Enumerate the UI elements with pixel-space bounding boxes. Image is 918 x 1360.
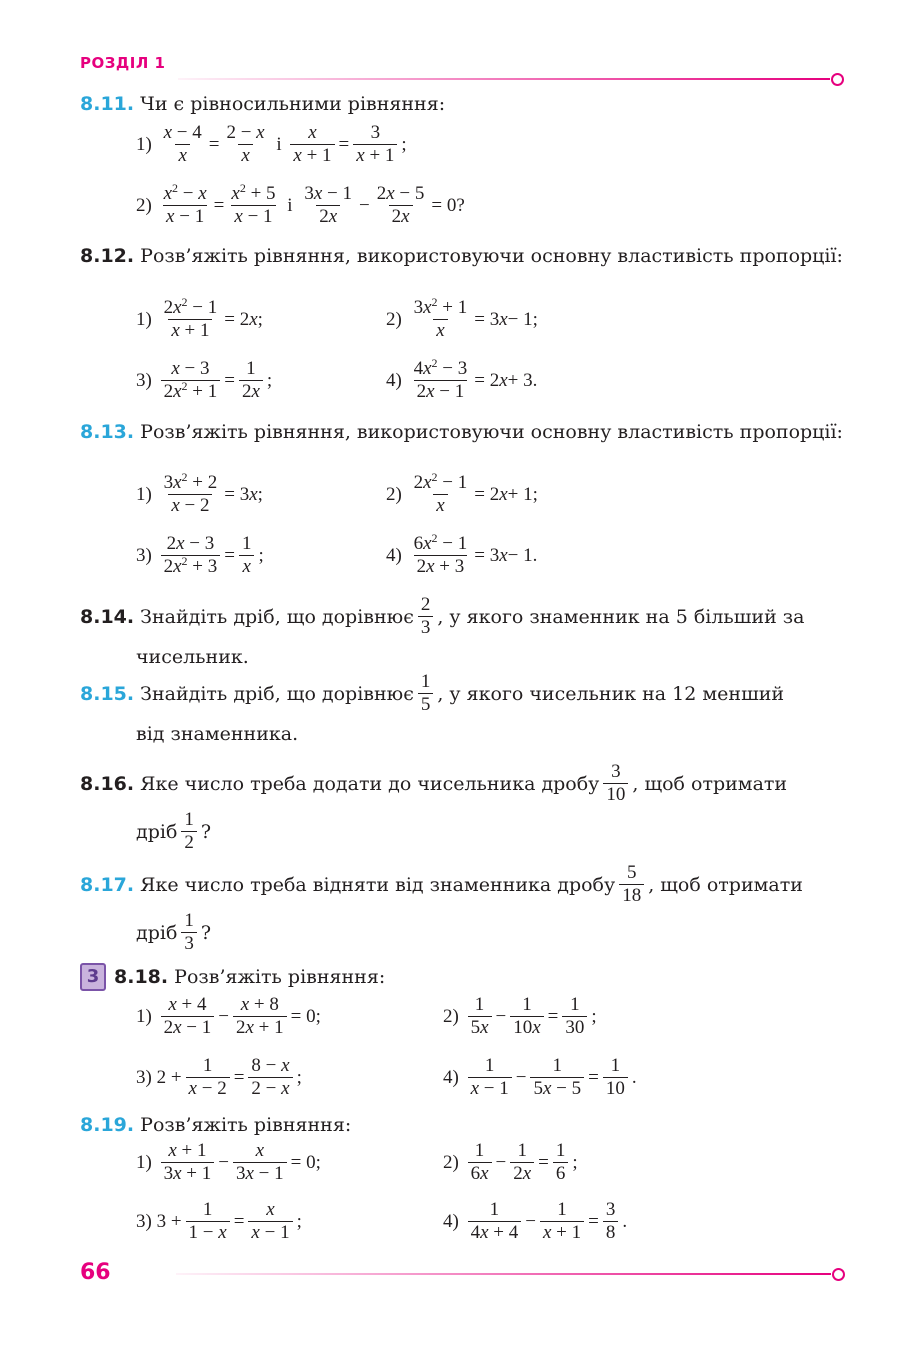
problem-text: , у якого чисельник на 12 менший bbox=[437, 682, 785, 705]
problem-8-12 bbox=[80, 244, 845, 269]
problem-number: 8.13. bbox=[80, 421, 135, 443]
problem-text: , щоб отримати bbox=[632, 772, 788, 795]
problem-text: дріб bbox=[136, 820, 178, 843]
problem-text: Розв’яжіть рівняння: bbox=[174, 966, 386, 988]
problem-8-17 bbox=[80, 862, 803, 907]
equation-8-19-3: 3) 3 + 1 1 − x = x x − 1 ; bbox=[136, 1199, 302, 1243]
problem-number: 8.15. bbox=[80, 682, 135, 705]
equation-8-19-1: 1) x + 1 3x + 1 − x 3x − 1 = 0; bbox=[136, 1140, 321, 1184]
problem-text: Яке число треба відняти від знаменника дробу bbox=[140, 873, 616, 896]
problem-number: 8.19. bbox=[80, 1114, 135, 1136]
problem-text: , у якого знаменник на 5 більший за bbox=[437, 605, 805, 628]
fraction-5-18: 5 18 bbox=[619, 862, 644, 907]
fraction-1-5: 1 5 bbox=[418, 671, 434, 716]
problem-number: 8.11. bbox=[80, 93, 135, 115]
problem-text-continued: від знаменника. bbox=[136, 723, 299, 745]
problem-text: Знайдіть дріб, що дорівнює bbox=[140, 605, 414, 628]
problem-8-16-continued: дріб 1 2 ? bbox=[136, 809, 212, 853]
footer-rule bbox=[176, 1273, 831, 1275]
problem-text: Розв’яжіть рівняння, використовуючи основну властивість пропорції: bbox=[140, 245, 843, 267]
equation-8-18-1: 1) x + 4 2x − 1 − x + 8 2x + 1 = 0; bbox=[136, 994, 321, 1038]
fraction-3-10: 3 10 bbox=[603, 761, 628, 806]
section-title: РОЗДІЛ 1 bbox=[80, 54, 166, 72]
equation-8-19-2: 2) 1 6x − 1 2x = 1 6 ; bbox=[443, 1140, 578, 1184]
problem-text: Знайдіть дріб, що дорівнює bbox=[140, 682, 414, 705]
problem-8-19 bbox=[80, 1113, 845, 1138]
problem-8-11 bbox=[80, 92, 845, 117]
equation-8-11-1: 1) x − 4 x = 2 − x x і x x + 1 = 3 x + 1 ; bbox=[136, 122, 407, 166]
footer-rule-end-icon bbox=[832, 1268, 845, 1281]
problem-number: 8.18. bbox=[114, 966, 169, 988]
equation-8-12-4: 4) $4x^2 - 3$ 2x − 1 = 2 x + 3. bbox=[386, 356, 538, 402]
problem-number: 8.17. bbox=[80, 873, 135, 896]
equation-8-11-2: 2) $x^2 - x$ x − 1 = $x^2 + 5$ x − 1 і 3x − 1 2x − 2x − 5 2x = 0? bbox=[136, 181, 465, 227]
equation-8-13-3: 3) 2x − 3 $2x^2 + 3$ = 1 x ; bbox=[136, 533, 264, 577]
equation-8-18-4: 4) 1 x − 1 − 1 5x − 5 = 1 10 . bbox=[443, 1055, 637, 1099]
problem-text-continued: чисельник. bbox=[136, 646, 249, 668]
equation-8-18-3: 3) 2 + 1 x − 2 = 8 − x 2 − x ; bbox=[136, 1055, 302, 1099]
problem-text: дріб bbox=[136, 921, 178, 944]
problem-text: Розв’яжіть рівняння: bbox=[140, 1114, 352, 1136]
header-rule-end-icon bbox=[831, 73, 844, 86]
problem-8-18 bbox=[80, 963, 385, 991]
problem-text: , щоб отримати bbox=[648, 873, 803, 896]
fraction-1-2: 1 2 bbox=[181, 809, 197, 854]
problem-8-16 bbox=[80, 761, 787, 806]
header-rule bbox=[178, 78, 830, 80]
problem-text: Чи є рівносильними рівняння: bbox=[140, 93, 446, 115]
problem-text: Яке число треба додати до чисельника дробу bbox=[140, 772, 600, 795]
problem-8-17-continued: дріб 1 3 ? bbox=[136, 910, 212, 954]
fraction-2-3: 2 3 bbox=[418, 594, 434, 639]
problem-8-15 bbox=[80, 671, 784, 716]
equation-8-12-2: 2) $3x^2 + 1$ x = 3 x − 1; bbox=[386, 295, 538, 341]
equation-8-13-4: 4) $6x^2 - 1$ 2x + 3 = 3 x − 1. bbox=[386, 531, 538, 577]
equation-8-12-1: 1) $2x^2 - 1$ x + 1 = 2 x ; bbox=[136, 295, 263, 341]
equation-8-12-3: 3) x − 3 $2x^2 + 1$ = 1 2x ; bbox=[136, 358, 273, 402]
problem-8-13 bbox=[80, 420, 845, 445]
equation-8-18-2: 2) 1 5x − 1 10x = 1 30 ; bbox=[443, 994, 597, 1038]
problem-text: Розв’яжіть рівняння, використовуючи основну властивість пропорції: bbox=[140, 421, 843, 443]
equation-8-19-4: 4) 1 4x + 4 − 1 x + 1 = 3 8 . bbox=[443, 1199, 628, 1243]
equation-8-13-1: 1) $3x^2 + 2$ x − 2 = 3 x ; bbox=[136, 470, 263, 516]
problem-number: 8.14. bbox=[80, 605, 135, 628]
problem-number: 8.16. bbox=[80, 772, 135, 795]
problem-number: 8.12. bbox=[80, 245, 135, 267]
equation-8-13-2: 2) $2x^2 - 1$ x = 2 x + 1; bbox=[386, 470, 538, 516]
page-number: 66 bbox=[80, 1260, 111, 1285]
problem-8-14 bbox=[80, 594, 804, 639]
fraction-1-3: 1 3 bbox=[181, 910, 197, 955]
difficulty-level-icon: 3 bbox=[80, 963, 106, 991]
